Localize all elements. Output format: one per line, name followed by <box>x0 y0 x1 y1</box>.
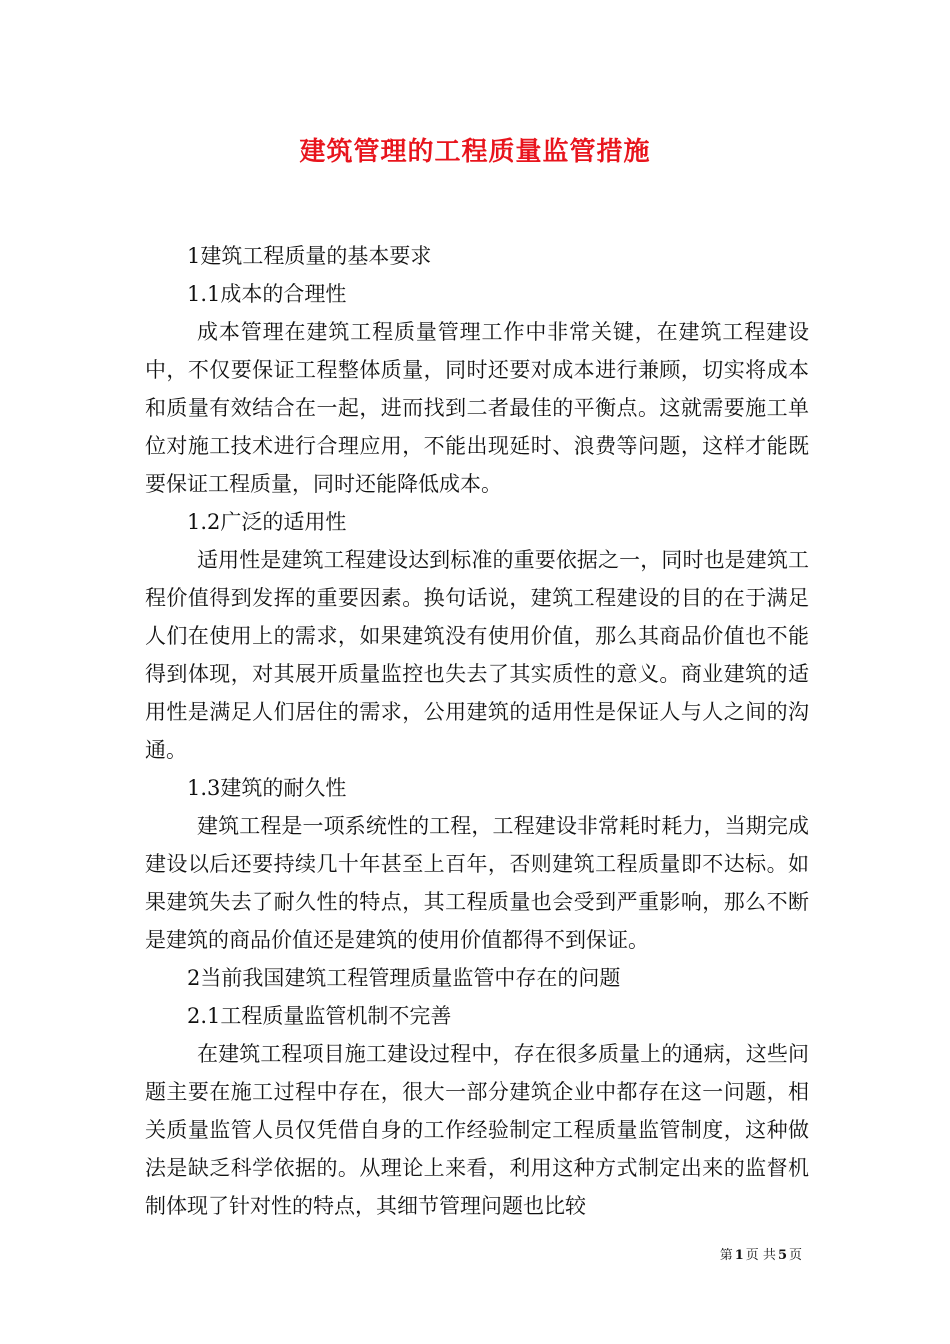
total-page-number: 5 <box>777 1248 787 1263</box>
section-heading-2: 2当前我国建筑工程管理质量监管中存在的问题 <box>187 966 621 990</box>
subsection-heading-1-1: 1.1成本的合理性 <box>187 282 347 306</box>
subsection-heading-2-1: 2.1工程质量监管机制不完善 <box>187 1004 452 1028</box>
section-heading-1: 1建筑工程质量的基本要求 <box>187 244 432 268</box>
page-number-footer <box>720 1247 802 1265</box>
footer-middle: 页 共 <box>745 1248 776 1263</box>
paragraph-supervision: 在建筑工程项目施工建设过程中，存在很多质量上的通病，这些问题主要在施工过程中存在，很大一部分建筑企业中都存在这一问题，相关质量监管人员仅凭借自身的工作经验制定工程质量监管制度，这种做法是缺乏科学依据的。从理论上来看，利用这种方式制定出来的监督机制体现了针对性的特点，其细节管理问题也比较 <box>145 1042 809 1218</box>
document-body <box>145 237 809 1225</box>
footer-suffix: 页 <box>788 1248 802 1263</box>
paragraph-applicability: 适用性是建筑工程建设达到标准的重要依据之一，同时也是建筑工程价值得到发挥的重要因素。换句话说，建筑工程建设的目的在于满足人们在使用上的需求，如果建筑没有使用价值，那么其商品价值也不能得到体现，对其展开质量监控也失去了其实质性的意义。商业建筑的适用性是满足人们居住的需求，公用建筑的适用性是保证人与人之间的沟通。 <box>145 548 809 762</box>
footer-prefix: 第 <box>719 1248 733 1263</box>
paragraph-durability: 建筑工程是一项系统性的工程，工程建设非常耗时耗力，当期完成建设以后还要持续几十年甚至上百年，否则建筑工程质量即不达标。如果建筑失去了耐久性的特点，其工程质量也会受到严重影响，那么不断是建筑的商品价值还是建筑的使用价值都得不到保证。 <box>145 814 809 952</box>
document-title: 建筑管理的工程质量监管措施 <box>299 137 651 167</box>
paragraph-cost: 成本管理在建筑工程质量管理工作中非常关键，在建筑工程建设中，不仅要保证工程整体质量，同时还要对成本进行兼顾，切实将成本和质量有效结合在一起，进而找到二者最佳的平衡点。这就需要施工单位对施工技术进行合理应用，不能出现延时、浪费等问题，这样才能既要保证工程质量，同时还能降低成本。 <box>145 320 809 496</box>
subsection-heading-1-2: 1.2广泛的适用性 <box>187 510 347 534</box>
current-page-number: 1 <box>734 1248 744 1263</box>
subsection-heading-1-3: 1.3建筑的耐久性 <box>187 776 347 800</box>
